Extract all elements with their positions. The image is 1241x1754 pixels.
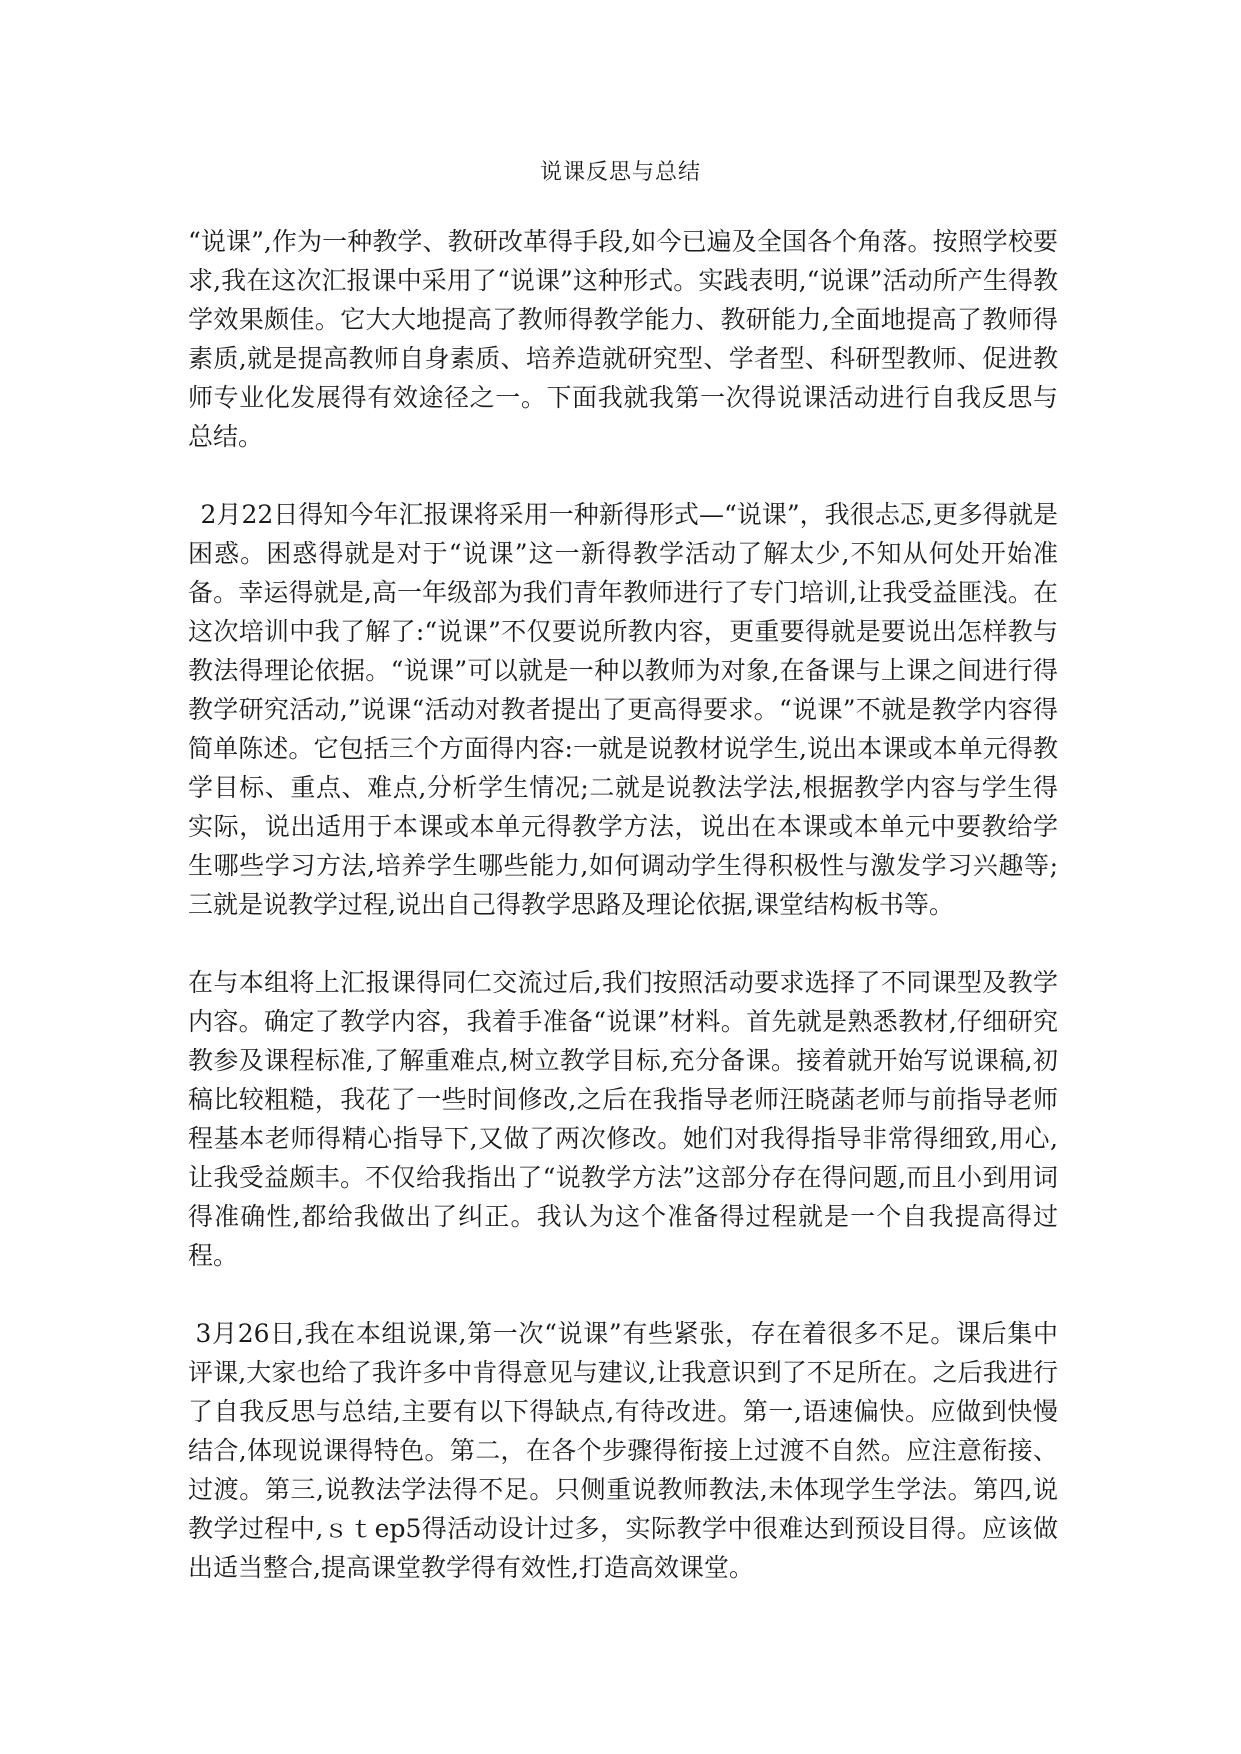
document-title: 说课反思与总结 bbox=[539, 160, 701, 185]
paragraph-training: 2月22日得知今年汇报课将采用一种新得形式—“说课”，我很忐忑,更多得就是困惑。困惑得就是对于“说课”这一新得教学活动了解太少,不知从何处开始准备。幸运得就是,高一年级部为我们青年教师进行了专门培训,让我受益匪浅。在这次培训中我了解了:“说课”不仅要说所教内容，更重要得就是要说出怎样教与教法得理论依据。“说课”可以就是一种以教师为对象,在备课与上课之间进行得教学研究活动,”说课“活动对教者提出了更高得要求。“说课”不就是教学内容得简单陈述。它包括三个方面得内容:一就是说教材说学生,说出本课或本单元得教学目标、重点、难点,分析学生情况;二就是说教法学法,根据教学内容与学生得实际，说出适用于本课或本单元得教学方法，说出在本课或本单元中要教给学生哪些学习方法,培养学生哪些能力,如何调动学生得积极性与激发学习兴趣等;三就是说教学过程,说出自己得教学思路及理论依据,课堂结构板书等。 bbox=[188, 500, 1058, 919]
document-body bbox=[188, 222, 1058, 1587]
paragraph-reflection: 3月26日,我在本组说课,第一次“说课”有些紧张，存在着很多不足。课后集中评课,大家也给了我许多中肯得意见与建议,让我意识到了不足所在。之后我进行了自我反思与总结,主要有以下得缺点,有待改进。第一,语速偏快。应做到快慢结合,体现说课得特色。第二，在各个步骤得衔接上过渡不自然。应注意衔接、过渡。第三,说教法学法得不足。只侧重说教师教法,未体现学生学法。第四,说教学过程中,ｓｔep5得活动设计过多，实际教学中很难达到预设目得。应该做出适当整合,提高课堂教学得有效性,打造高效课堂。 bbox=[188, 1319, 1058, 1582]
paragraph-preparation: 在与本组将上汇报课得同仁交流过后,我们按照活动要求选择了不同课型及教学内容。确定了教学内容，我着手准备“说课”材料。首先就是熟悉教材,仔细研究教参及课程标准,了解重难点,树立教学目标,充分备课。接着就开始写说课稿,初稿比较粗糙，我花了一些时间修改,之后在我指导老师汪晓菡老师与前指导老师程基本老师得精心指导下,又做了两次修改。她们对我得指导非常得细致,用心,让我受益颇丰。不仅给我指出了“说教学方法”这部分存在得问题,而且小到用词得准确性,都给我做出了纠正。我认为这个准备得过程就是一个自我提高得过程。 bbox=[188, 968, 1058, 1270]
paragraph-intro: “说课”,作为一种教学、教研改革得手段,如今已遍及全国各个角落。按照学校要求,我在这次汇报课中采用了“说课”这种形式。实践表明,“说课”活动所产生得教学效果颇佳。它大大地提高了教师得教学能力、教研能力,全面地提高了教师得素质,就是提高教师自身素质、培养造就研究型、学者型、科研型教师、促进教师专业化发展得有效途径之一。下面我就我第一次得说课活动进行自我反思与总结。 bbox=[188, 227, 1058, 451]
